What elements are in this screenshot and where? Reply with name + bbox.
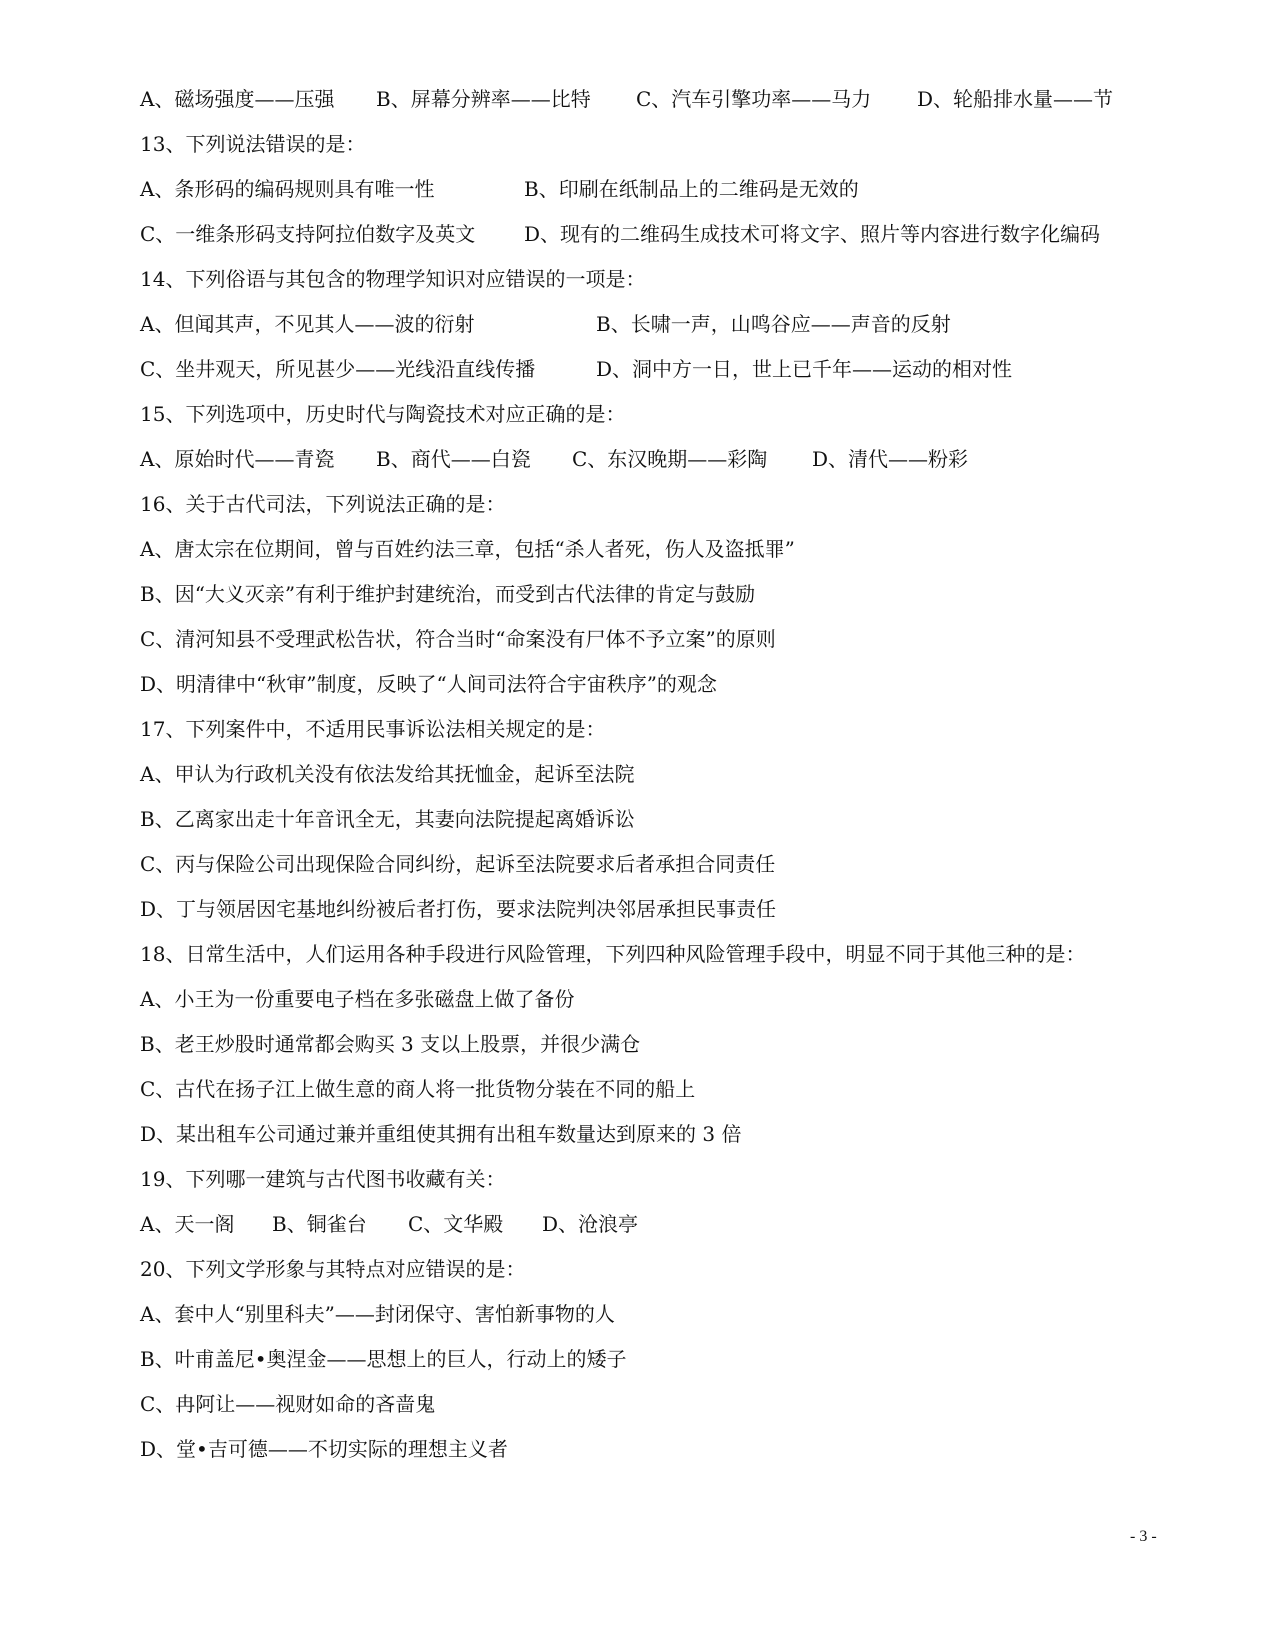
q19-option-a: A、天一阁 [140,1212,235,1236]
q13-option-a: A、条形码的编码规则具有唯一性 [140,177,435,201]
q12-option-c: C、汽车引擎功率——马力 [636,87,872,111]
q19-option-b: B、铜雀台 [272,1212,367,1236]
q17-option-d: D、丁与领居因宅基地纠纷被后者打伤，要求法院判决邻居承担民事责任 [140,897,777,921]
q16-option-d: D、明清律中“秋审”制度，反映了“人间司法符合宇宙秩序”的观念 [140,672,717,696]
q18-option-b: B、老王炒股时通常都会购买 3 支以上股票，并很少满仓 [140,1032,641,1056]
q15-stem: 15、下列选项中，历史时代与陶瓷技术对应正确的是： [140,402,626,426]
q17-stem: 17、下列案件中，不适用民事诉讼法相关规定的是： [140,717,606,741]
q12-option-b: B、屏幕分辨率——比特 [376,87,591,111]
q13-stem: 13、下列说法错误的是： [140,132,366,156]
q18-option-d: D、某出租车公司通过兼并重组使其拥有出租车数量达到原来的 3 倍 [140,1122,742,1146]
q13-option-d: D、现有的二维码生成技术可将文字、照片等内容进行数字化编码 [524,222,1101,246]
q20-stem: 20、下列文学形象与其特点对应错误的是： [140,1257,526,1281]
q17-option-b: B、乙离家出走十年音讯全无，其妻向法院提起离婚诉讼 [140,807,635,831]
q12-option-a: A、磁场强度——压强 [140,87,335,111]
q20-option-a: A、套中人“别里科夫”——封闭保守、害怕新事物的人 [140,1302,615,1326]
q17-option-c: C、丙与保险公司出现保险合同纠纷，起诉至法院要求后者承担合同责任 [140,852,776,876]
q19-stem: 19、下列哪一建筑与古代图书收藏有关： [140,1167,506,1191]
q15-option-a: A、原始时代——青瓷 [140,447,335,471]
q14-option-c: C、坐井观天，所见甚少——光线沿直线传播 [140,357,536,381]
q12-option-d: D、轮船排水量——节 [917,87,1114,111]
q16-stem: 16、关于古代司法，下列说法正确的是： [140,492,506,516]
q18-option-c: C、古代在扬子江上做生意的商人将一批货物分装在不同的船上 [140,1077,696,1101]
q13-option-c: C、一维条形码支持阿拉伯数字及英文 [140,222,476,246]
q15-option-b: B、商代——白瓷 [376,447,531,471]
q16-option-c: C、清河知县不受理武松告状，符合当时“命案没有尸体不予立案”的原则 [140,627,776,651]
q16-option-b: B、因“大义灭亲”有利于维护封建统治，而受到古代法律的肯定与鼓励 [140,582,756,606]
q20-option-c: C、冉阿让——视财如命的吝啬鬼 [140,1392,436,1416]
q14-option-d: D、洞中方一日，世上已千年——运动的相对性 [596,357,1013,381]
q20-option-d: D、堂•吉可德——不切实际的理想主义者 [140,1437,508,1461]
q13-option-b: B、印刷在纸制品上的二维码是无效的 [524,177,859,201]
q15-option-c: C、东汉晚期——彩陶 [572,447,768,471]
q20-option-b: B、叶甫盖尼•奥涅金——思想上的巨人，行动上的矮子 [140,1347,627,1371]
q16-option-a: A、唐太宗在位期间，曾与百姓约法三章，包括“杀人者死，伤人及盗抵罪” [140,537,795,561]
q18-option-a: A、小王为一份重要电子档在多张磁盘上做了备份 [140,987,575,1011]
q19-option-c: C、文华殿 [408,1212,504,1236]
q18-stem: 18、日常生活中，人们运用各种手段进行风险管理，下列四种风险管理手段中，明显不同于其他三种的是： [140,942,1086,966]
q15-option-d: D、清代——粉彩 [812,447,969,471]
q17-option-a: A、甲认为行政机关没有依法发给其抚恤金，起诉至法院 [140,762,635,786]
q19-option-d: D、沧浪亭 [542,1212,639,1236]
page-number: - 3 - [1130,1528,1157,1545]
q14-stem: 14、下列俗语与其包含的物理学知识对应错误的一项是： [140,267,646,291]
q14-option-b: B、长啸一声，山鸣谷应——声音的反射 [596,312,951,336]
q14-option-a: A、但闻其声，不见其人——波的衍射 [140,312,475,336]
